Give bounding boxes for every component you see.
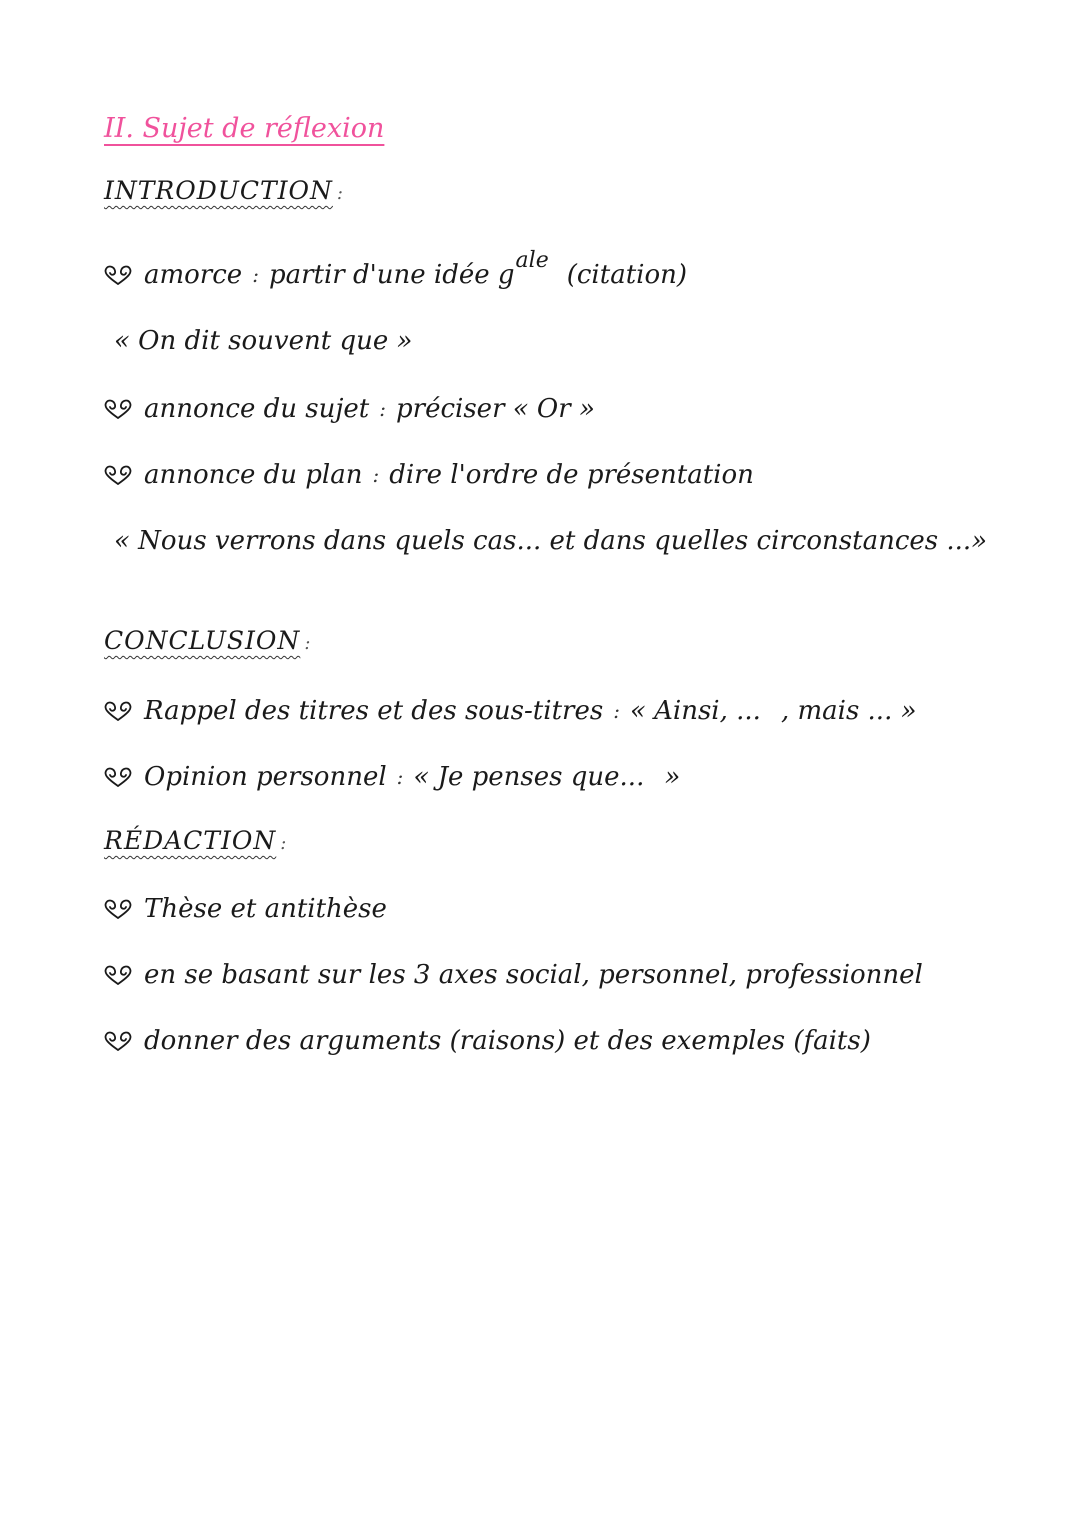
amorce-separator: : [252, 263, 259, 287]
list-item-annonce-plan [102, 458, 754, 492]
conclusion-heading: CONCLUSION [104, 626, 301, 655]
heart-swirl-icon [102, 1030, 134, 1052]
conclusion-heading-row [104, 624, 310, 661]
section-title: II. Sujet de réflexion [104, 113, 385, 144]
annonce-plan-text: dire l'ordre de présentation [389, 460, 754, 490]
redaction-heading-colon: : [280, 833, 287, 854]
heart-swirl-icon [102, 398, 134, 420]
heart-swirl-icon [102, 464, 134, 486]
heart-swirl-icon [102, 766, 134, 788]
annonce-plan-label: annonce du plan [144, 460, 363, 490]
annonce-sujet-label: annonce du sujet [144, 394, 370, 424]
redaction-heading: RÉDACTION [104, 826, 277, 855]
opinion-label: Opinion personnel [144, 762, 387, 792]
heart-swirl-icon [102, 964, 134, 986]
conclusion-heading-colon: : [304, 633, 311, 654]
heart-swirl-icon [102, 898, 134, 920]
redaction-heading-row [104, 824, 286, 861]
quote-on-dit-souvent: « On dit souvent que » [114, 326, 413, 356]
introduction-heading: INTRODUCTION [104, 176, 333, 205]
list-item-these [102, 892, 387, 926]
heart-swirl-icon [102, 264, 134, 286]
quote-nous-verrons: « Nous verrons dans quels cas... et dans quelles circonstances ...» [114, 526, 988, 556]
amorce-label: amorce [144, 260, 243, 290]
arguments-text: donner des arguments (raisons) et des exemples (faits) [144, 1026, 871, 1056]
heart-swirl-icon [102, 700, 134, 722]
list-item-axes [102, 958, 923, 992]
introduction-heading-colon: : [336, 183, 343, 204]
annonce-plan-separator: : [372, 463, 380, 487]
amorce-text: partir d'une idée g [268, 260, 515, 290]
list-item-arguments [102, 1024, 871, 1058]
rappel-titres-label: Rappel des titres et des sous-titres [144, 696, 604, 726]
opinion-extra: » [664, 762, 681, 792]
rappel-titres-extra: , mais ... » [780, 696, 917, 726]
annonce-sujet-text: préciser « Or » [396, 394, 595, 424]
rappel-titres-text: « Ainsi, ... [629, 696, 761, 726]
list-item-rappel-titres [102, 694, 917, 728]
list-item-amorce [102, 248, 687, 292]
list-item-annonce-sujet [102, 392, 595, 426]
rappel-titres-separator: : [613, 699, 620, 723]
amorce-note: (citation) [566, 260, 687, 290]
opinion-text: « Je penses que... [413, 762, 645, 792]
these-text: Thèse et antithèse [144, 894, 387, 924]
amorce-superscript: ale [515, 248, 549, 273]
opinion-separator: : [396, 765, 404, 789]
introduction-heading-row [104, 174, 343, 211]
axes-text: en se basant sur les 3 axes social, personnel, professionnel [144, 960, 923, 990]
annonce-sujet-separator: : [379, 397, 386, 421]
list-item-opinion [102, 760, 680, 794]
